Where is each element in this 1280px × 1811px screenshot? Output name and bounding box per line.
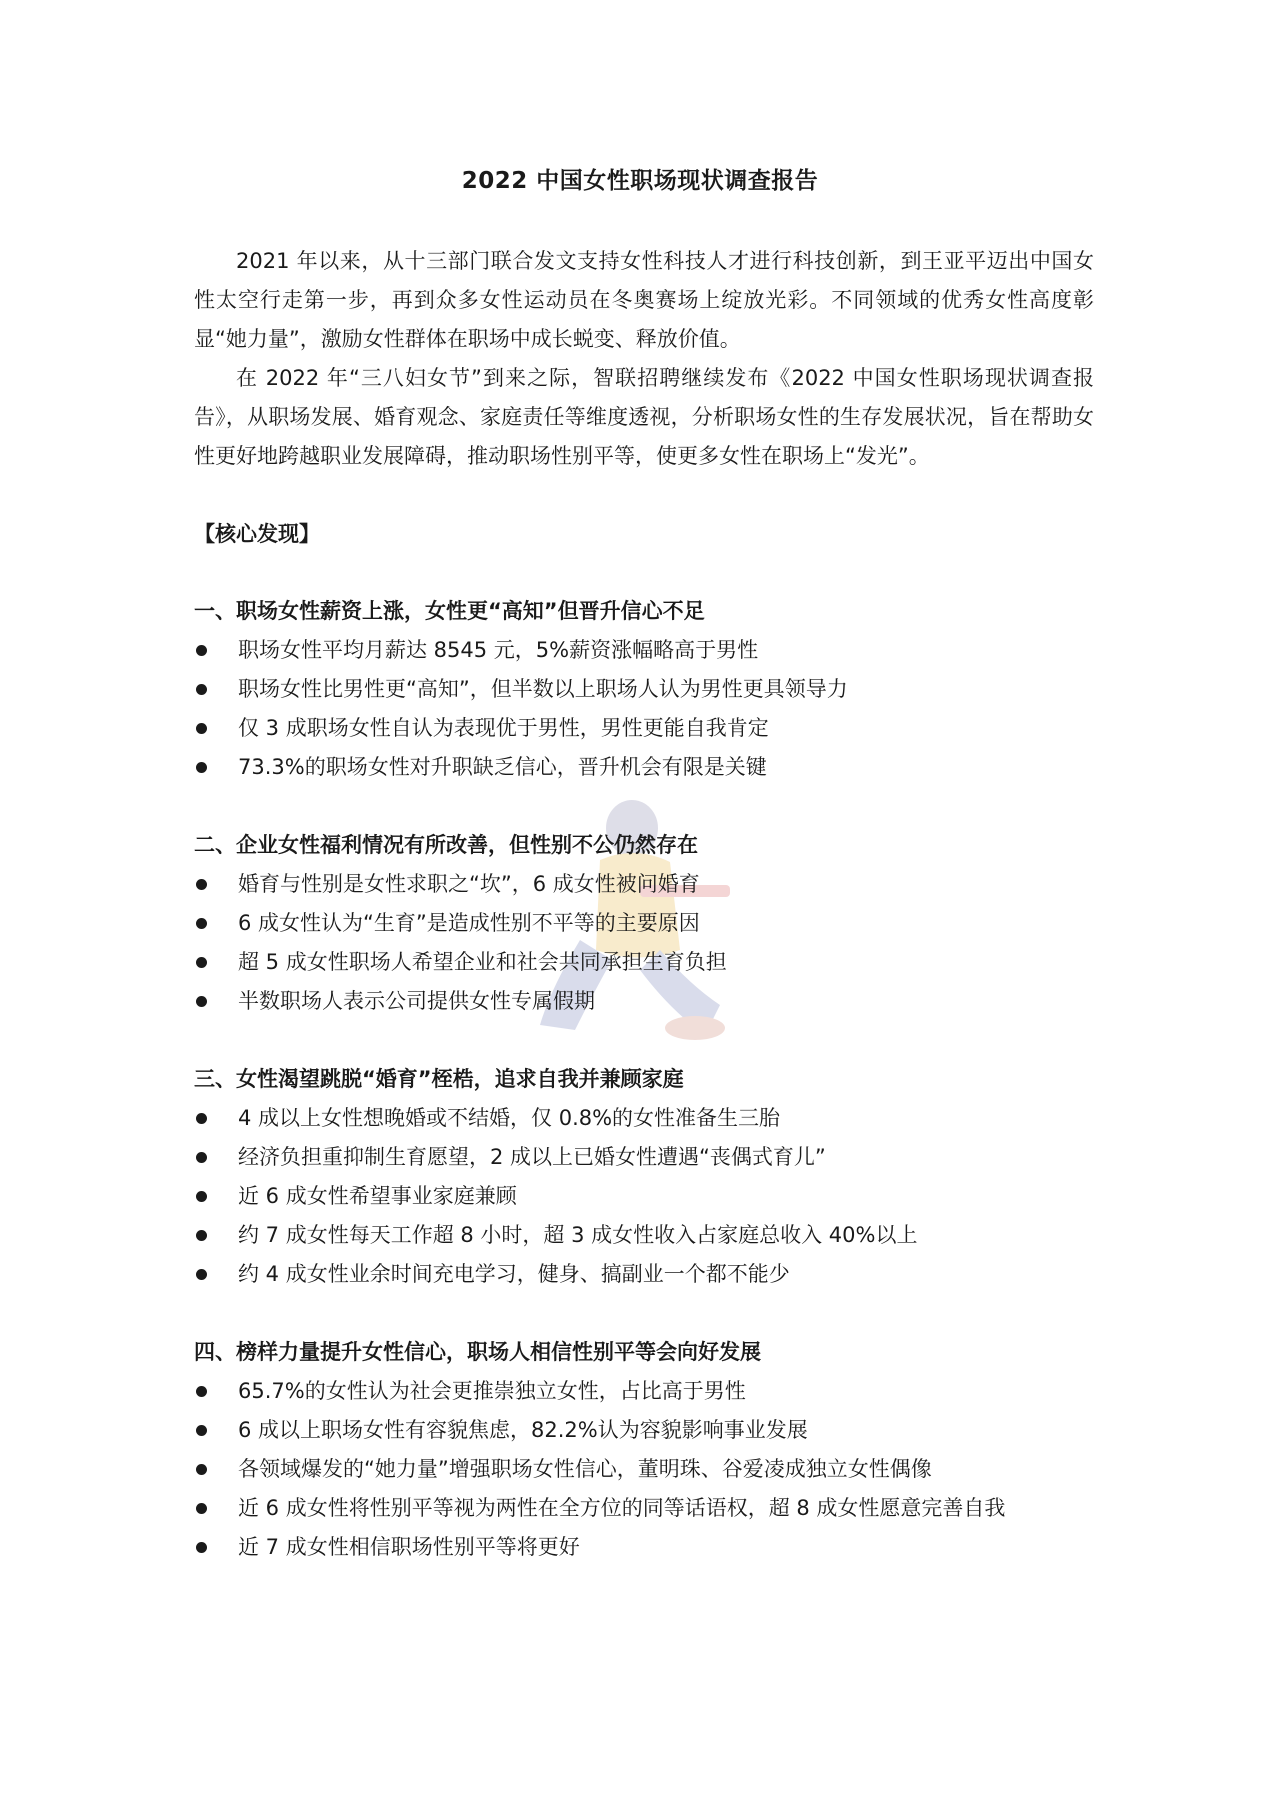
section-title: 三、女性渴望跳脱“婚育”桎梏，追求自我并兼顾家庭 xyxy=(194,1067,684,1091)
bullet-dot-icon xyxy=(196,1425,207,1436)
bullet-list xyxy=(194,1372,1094,1567)
bullet-dot-icon xyxy=(196,996,207,1007)
bullet-dot-icon xyxy=(196,879,207,890)
bullet-dot-icon xyxy=(196,762,207,773)
bullet-dot-icon xyxy=(196,1152,207,1163)
bullet-dot-icon xyxy=(196,1503,207,1514)
list-item xyxy=(194,1216,1094,1255)
list-item-text: 各领域爆发的“她力量”增强职场女性信心，董明珠、谷爱凌成独立女性偶像 xyxy=(238,1457,932,1481)
list-item xyxy=(194,748,1094,787)
list-item-text: 仅 3 成职场女性自认为表现优于男性，男性更能自我肯定 xyxy=(238,716,769,740)
intro-paragraph-2: 在 2022 年“三八妇女节”到来之际，智联招聘继续发布《2022 中国女性职场现状调查报告》，从职场发展、婚育观念、家庭责任等维度透视，分析职场女性的生存发展状况，旨在帮助女性更好地跨越职业发展障碍，推动职场性别平等，使更多女性在职场上“发光”。 xyxy=(194,366,1094,468)
list-item-text: 婚育与性别是女性求职之“坎”，6 成女性被问婚育 xyxy=(238,872,700,896)
bullet-dot-icon xyxy=(196,1464,207,1475)
section-title: 四、榜样力量提升女性信心，职场人相信性别平等会向好发展 xyxy=(194,1340,761,1364)
list-item-text: 6 成女性认为“生育”是造成性别不平等的主要原因 xyxy=(238,911,700,935)
list-item xyxy=(194,904,1094,943)
list-item-text: 73.3%的职场女性对升职缺乏信心，晋升机会有限是关键 xyxy=(238,755,767,779)
list-item xyxy=(194,709,1094,748)
bullet-dot-icon xyxy=(196,1230,207,1241)
list-item-text: 4 成以上女性想晚婚或不结婚，仅 0.8%的女性准备生三胎 xyxy=(238,1106,781,1130)
list-item xyxy=(194,631,1094,670)
bullet-dot-icon xyxy=(196,645,207,656)
list-item-text: 职场女性平均月薪达 8545 元，5%薪资涨幅略高于男性 xyxy=(238,638,759,662)
list-item xyxy=(194,1255,1094,1294)
list-item-text: 近 7 成女性相信职场性别平等将更好 xyxy=(238,1535,580,1559)
list-item xyxy=(194,1138,1094,1177)
list-item xyxy=(194,1528,1094,1567)
finding-section-3 xyxy=(194,1060,1094,1294)
list-item xyxy=(194,982,1094,1021)
list-item-text: 半数职场人表示公司提供女性专属假期 xyxy=(238,989,595,1013)
finding-section-1 xyxy=(194,592,1094,787)
list-item xyxy=(194,865,1094,904)
list-item xyxy=(194,943,1094,982)
list-item-text: 近 6 成女性希望事业家庭兼顾 xyxy=(238,1184,517,1208)
section-title: 一、职场女性薪资上涨，女性更“高知”但晋升信心不足 xyxy=(194,599,705,623)
list-item-text: 职场女性比男性更“高知”，但半数以上职场人认为男性更具领导力 xyxy=(238,677,848,701)
bullet-dot-icon xyxy=(196,1542,207,1553)
list-item-text: 65.7%的女性认为社会更推崇独立女性，占比高于男性 xyxy=(238,1379,746,1403)
list-item-text: 近 6 成女性将性别平等视为两性在全方位的同等话语权，超 8 成女性愿意完善自我 xyxy=(238,1496,1006,1520)
list-item xyxy=(194,1177,1094,1216)
list-item xyxy=(194,1450,1094,1489)
finding-section-2 xyxy=(194,826,1094,1021)
bullet-dot-icon xyxy=(196,1386,207,1397)
bullet-list xyxy=(194,631,1094,787)
bullet-dot-icon xyxy=(196,1191,207,1202)
bullet-dot-icon xyxy=(196,918,207,929)
list-item xyxy=(194,1489,1094,1528)
finding-section-4 xyxy=(194,1333,1094,1567)
bullet-dot-icon xyxy=(196,684,207,695)
list-item-text: 超 5 成女性职场人希望企业和社会共同承担生育负担 xyxy=(238,950,727,974)
bullet-list xyxy=(194,865,1094,1021)
bullet-dot-icon xyxy=(196,1113,207,1124)
list-item-text: 6 成以上职场女性有容貌焦虑，82.2%认为容貌影响事业发展 xyxy=(238,1418,808,1442)
bullet-list xyxy=(194,1099,1094,1294)
list-item-text: 经济负担重抑制生育愿望，2 成以上已婚女性遭遇“丧偶式育儿” xyxy=(238,1145,826,1169)
bullet-dot-icon xyxy=(196,1269,207,1280)
list-item xyxy=(194,1411,1094,1450)
bullet-dot-icon xyxy=(196,723,207,734)
section-title: 二、企业女性福利情况有所改善，但性别不公仍然存在 xyxy=(194,833,698,857)
core-findings-heading: 【核心发现】 xyxy=(194,522,320,546)
list-item xyxy=(194,1099,1094,1138)
bullet-dot-icon xyxy=(196,957,207,968)
document-title: 2022 中国女性职场现状调查报告 xyxy=(461,168,819,194)
intro-paragraph-1: 2021 年以来，从十三部门联合发文支持女性科技人才进行科技创新，到王亚平迈出中国女性太空行走第一步，再到众多女性运动员在冬奥赛场上绽放光彩。不同领域的优秀女性高度彰显“她力量”，激励女性群体在职场中成长蜕变、释放价值。 xyxy=(194,249,1094,351)
list-item-text: 约 7 成女性每天工作超 8 小时，超 3 成女性收入占家庭总收入 40%以上 xyxy=(238,1223,918,1247)
list-item xyxy=(194,1372,1094,1411)
list-item-text: 约 4 成女性业余时间充电学习，健身、搞副业一个都不能少 xyxy=(238,1262,790,1286)
list-item xyxy=(194,670,1094,709)
